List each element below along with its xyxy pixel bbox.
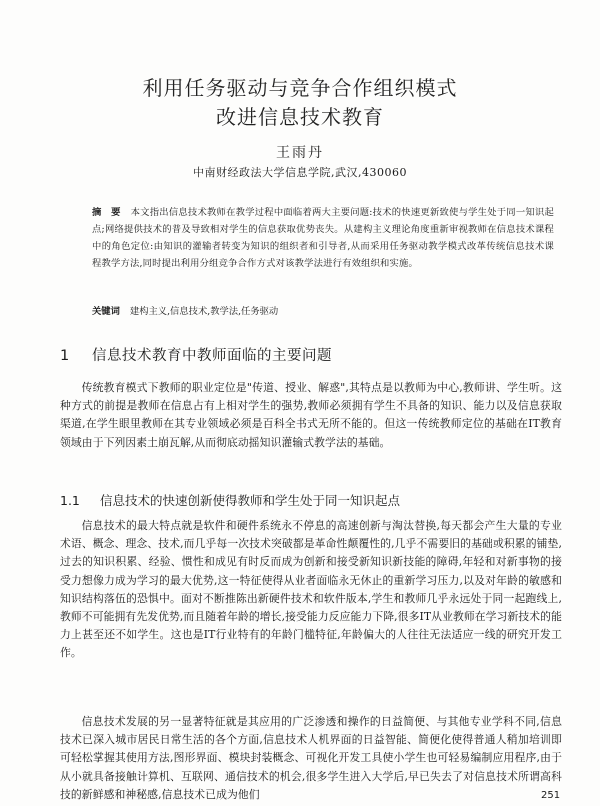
section-1-heading (60, 344, 332, 365)
abstract-label: 摘 要 (92, 207, 121, 218)
abstract-text: 本文指出信息技术教师在教学过程中面临着两大主要问题:技术的快速更新致使与学生处于同一知识起点;网络提供技术的普及导致相对学生的信息获取优势丧失。从建构主义理论角度重新审视教师在信息技术课程中的角色定位:由知识的灌输者转变为知识的组织者和引导者,从而采用任务驱动教学模式改革传统信息技术课程教学方法,同时提出利用分组竞争合作方式对该教学法进行有效组织和实施。 (92, 207, 554, 269)
section-1-title: 信息技术教育中教师面临的主要问题 (92, 348, 332, 364)
section-1-1-paragraph-2: 信息技术发展的另一显著特征就是其应用的广泛渗透和操作的日益简便、与其他专业学科不同,信息技术已深入城市居民日常生活的各个方面,信息技术人机界面的日益智能、简便化使得普通人稍加培训即可轻松掌握其使用方法,图形界面、模块封装概念、可视化开发工具使小学生也可轻易编制应用程序,由于从小就具备接触计算机、互联网、通信技术的机会,很多学生进入大学后,早已失去了对信息技术所谓高科技的新鲜感和神秘感,信息技术已成为他们 (60, 715, 562, 801)
keywords (92, 304, 554, 320)
keywords-text: 建构主义,信息技术,教学法,任务驱动 (129, 306, 279, 317)
section-1-1-heading (60, 491, 400, 509)
paper-title-line-2: 改进信息技术教育 (216, 105, 384, 129)
author-affiliation: 中南财经政法大学信息学院,武汉,430060 (193, 166, 407, 179)
abstract (92, 204, 554, 272)
page-number: 251 (541, 790, 561, 801)
author-name: 王雨丹 (276, 145, 324, 161)
section-1-1-paragraph-1: 信息技术的最大特点就是软件和硬件系统永不停息的高速创新与淘汰替换,每天都会产生大量的专业术语、概念、理念、技术,而几乎每一次技术突破都是革命性颠覆性的,几乎不需要旧的基础或积累的铺垫,过去的知识积累、经验、惯性和成见有时反而成为创新和接受新知识新技能的障碍,年轻和对新事物的接受力想像力成为学习的最大优势,这一特征使得从业者面临永无休止的重新学习压力,以及对年龄的敏感和知识结构落伍的恐惧中。面对不断推陈出新硬件技术和软件版本,学生和教师几乎永远处于同一起跑线上,教师不可能拥有先发优势,而且随着年龄的增长,接受能力反应能力下降,很多IT从业教师在学习新技术的能力上甚至还不如学生。这也是IT行业特有的年龄门槛特征,年龄偏大的人往往无法适应一线的研究开发工作。 (60, 519, 562, 660)
section-1-paragraph: 传统教育模式下教师的职业定位是"传道、授业、解惑",其特点是以教师为中心,教师讲、学生听。这种方式的前提是教师在信息占有上相对学生的强势,教师必须拥有学生不具备的知识、能力以及信息获取渠道,在学生眼里教师在其专业领域必须是百科全书式无所不能的。但这一传统教师定位的基础在IT教育领域由于下列因素土崩瓦解,从而彻底动摇知识灌输式教学法的基础。 (60, 381, 562, 449)
section-1-1-number: 1.1 (60, 493, 80, 508)
keywords-label: 关键词 (92, 306, 120, 317)
section-1-number: 1 (60, 348, 70, 364)
paper-title-line-1: 利用任务驱动与竞争合作组织模式 (142, 76, 458, 100)
section-1-1-title: 信息技术的快速创新使得教师和学生处于同一知识起点 (100, 493, 401, 508)
